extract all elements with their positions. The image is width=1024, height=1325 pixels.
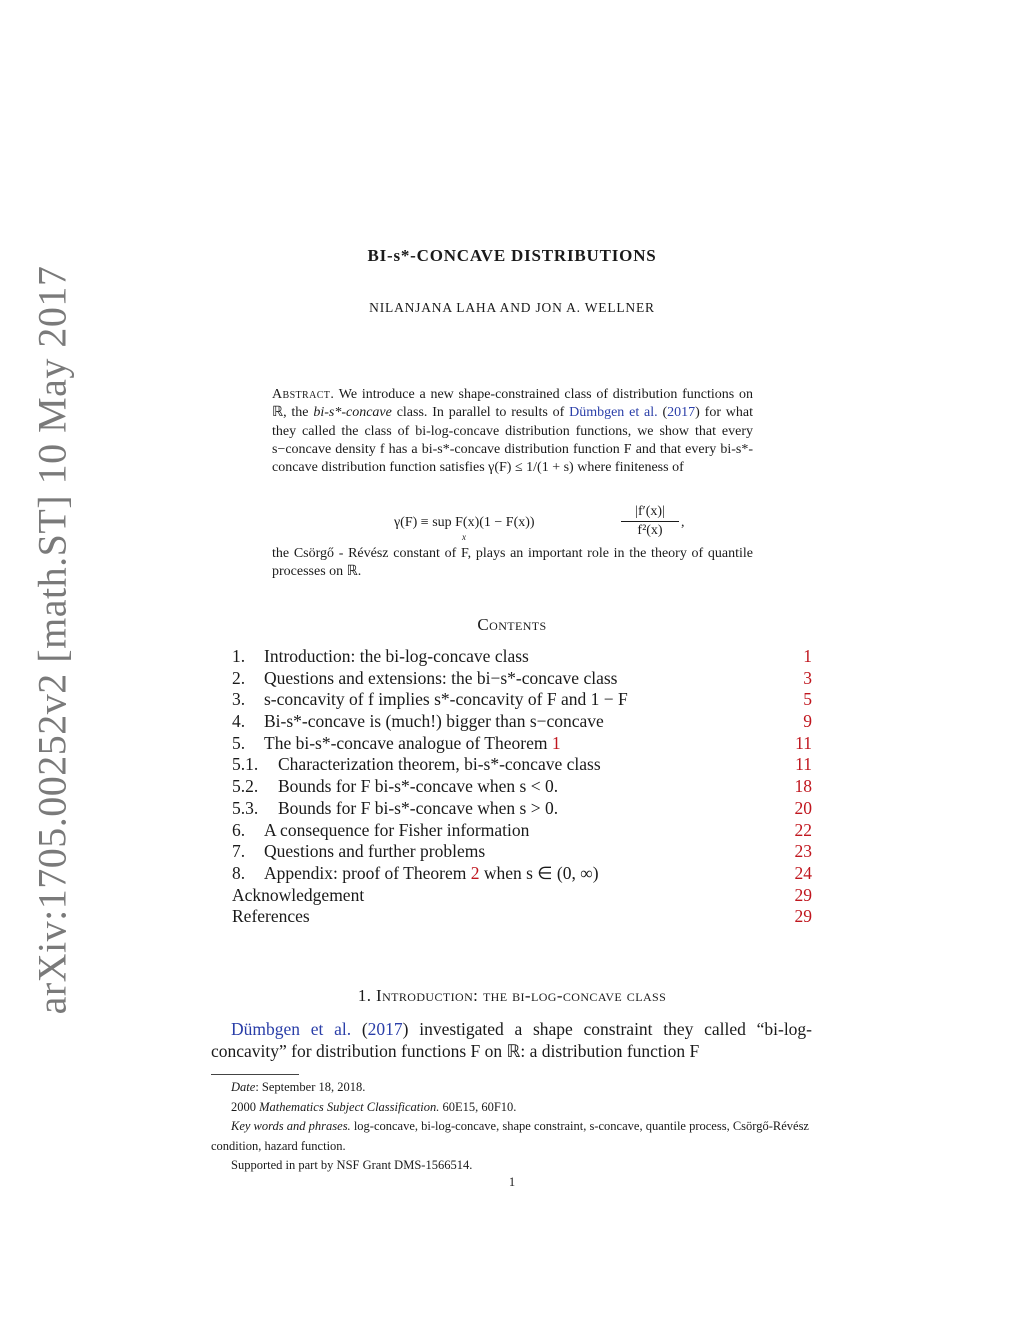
toc-item-2[interactable] bbox=[232, 668, 812, 690]
toc-item-6[interactable] bbox=[232, 820, 812, 842]
toc-page[interactable]: 3 bbox=[803, 667, 812, 688]
csorgo-revesz-formula bbox=[272, 503, 753, 543]
toc-page[interactable]: 22 bbox=[794, 819, 812, 840]
toc-page[interactable]: 11 bbox=[795, 754, 812, 775]
paper-title: BI-s*-CONCAVE DISTRIBUTIONS bbox=[367, 246, 657, 265]
toc-item-5-1[interactable] bbox=[232, 754, 812, 776]
toc-item-5-2[interactable] bbox=[232, 776, 812, 798]
footnote-rule bbox=[211, 1074, 299, 1075]
abstract-class-name: bi-s*-concave bbox=[313, 405, 392, 421]
toc-title: References bbox=[232, 906, 310, 927]
toc-page[interactable]: 29 bbox=[794, 884, 812, 905]
body-cite-open: ( bbox=[351, 1019, 368, 1039]
toc-item-1[interactable] bbox=[232, 646, 812, 668]
toc-number: 4. bbox=[232, 711, 246, 732]
msc-prefix: 2000 bbox=[231, 1099, 260, 1114]
toc-page[interactable]: 1 bbox=[803, 646, 812, 666]
toc-title: Questions and further problems bbox=[264, 841, 486, 862]
abstract-text-2: class. In parallel to results of bbox=[391, 405, 570, 421]
keywords-value: log-concave, bi-log-concave, shape constraint, s-concave, quantile process, Csörgő-Révész condition, hazard function. bbox=[211, 1119, 809, 1153]
date-label: Date bbox=[231, 1080, 256, 1094]
toc-title: Introduction: the bi-log-concave class bbox=[264, 646, 529, 666]
table-of-contents bbox=[232, 646, 812, 928]
toc-title: Bi-s*-concave is (much!) bigger than s−concave bbox=[264, 711, 604, 732]
footnote-date bbox=[211, 1078, 812, 1098]
toc-number: 2. bbox=[232, 667, 246, 688]
toc-title: Bounds for F bi-s*-concave when s < 0. bbox=[278, 776, 559, 797]
toc-title: Characterization theorem, bi-s*-concave class bbox=[278, 754, 601, 775]
abstract-text-4: the Csörgő - Révész constant of F, plays an important role in the theory of quantile processes on ℝ. bbox=[272, 546, 753, 580]
body-citation-year[interactable]: 2017 bbox=[367, 1019, 403, 1039]
toc-page[interactable]: 9 bbox=[803, 711, 812, 732]
section-1-heading: 1. Introduction: the bi-log-concave class bbox=[357, 986, 667, 1005]
body-paragraph: ) investigated a shape constraint they called “bi-log-concavity” for distribution functions F on ℝ: a distribution function F bbox=[211, 1019, 813, 1061]
abstract-citation-year[interactable]: 2017 bbox=[667, 405, 696, 421]
toc-theorem-ref[interactable]: 2 bbox=[470, 862, 480, 883]
toc-title: Questions and extensions: the bi−s*-concave class bbox=[264, 667, 618, 688]
toc-page[interactable]: 29 bbox=[794, 906, 812, 927]
toc-number: 6. bbox=[232, 819, 246, 840]
body-citation-author[interactable]: Dümbgen et al. bbox=[231, 1019, 352, 1039]
toc-item-references[interactable] bbox=[232, 906, 812, 928]
toc-title: Bounds for F bi-s*-concave when s > 0. bbox=[278, 797, 559, 818]
toc-item-acknowledgement[interactable] bbox=[232, 885, 812, 907]
formula-comma: , bbox=[681, 515, 685, 530]
section-1-text bbox=[211, 1018, 812, 1062]
toc-page[interactable]: 20 bbox=[794, 797, 812, 818]
toc-number: 1. bbox=[232, 646, 246, 666]
msc-label: Mathematics Subject Classification. bbox=[259, 1099, 440, 1114]
abstract bbox=[272, 386, 753, 477]
toc-title-tail: when s ∈ (0, ∞) bbox=[483, 862, 599, 883]
toc-item-5[interactable] bbox=[232, 733, 812, 755]
toc-number: 5.3. bbox=[232, 797, 259, 818]
toc-title: s-concavity of f implies s*-concavity of F and 1 − F bbox=[264, 689, 628, 710]
toc-title: A consequence for Fisher information bbox=[264, 819, 530, 840]
formula-denominator: f²(x) bbox=[637, 523, 663, 538]
arxiv-identifier-text: arXiv:1705.00252v2 [math.ST] 10 May 2017 bbox=[29, 265, 75, 1015]
date-value: : September 18, 2018. bbox=[255, 1080, 366, 1094]
keywords-label: Key words and phrases. bbox=[231, 1119, 351, 1133]
formula-sup-subscript: x bbox=[462, 532, 466, 542]
abstract-continuation bbox=[272, 545, 753, 582]
formula-numerator: |f′(x)| bbox=[635, 504, 665, 519]
toc-page[interactable]: 24 bbox=[794, 862, 812, 883]
toc-page[interactable]: 23 bbox=[794, 841, 812, 862]
toc-title: The bi-s*-concave analogue of Theorem bbox=[264, 732, 548, 753]
toc-item-4[interactable] bbox=[232, 711, 812, 733]
toc-page[interactable]: 11 bbox=[795, 732, 812, 753]
paper-authors: NILANJANA LAHA AND JON A. WELLNER bbox=[369, 300, 655, 315]
toc-number: 3. bbox=[232, 689, 246, 710]
toc-item-5-3[interactable] bbox=[232, 798, 812, 820]
footnote-keywords bbox=[211, 1117, 812, 1156]
footnotes bbox=[211, 1078, 812, 1176]
toc-number: 7. bbox=[232, 841, 246, 862]
toc-number: 5.2. bbox=[232, 776, 259, 797]
abstract-citation-author[interactable]: Dümbgen et al. bbox=[569, 405, 658, 421]
msc-value: 60E15, 60F10. bbox=[439, 1099, 517, 1114]
toc-item-7[interactable] bbox=[232, 841, 812, 863]
toc-page[interactable]: 5 bbox=[803, 689, 812, 710]
abstract-text-1: We introduce a new shape-constrained class of distribution functions on ℝ, the bbox=[272, 387, 753, 421]
footnote-support: Supported in part by NSF Grant DMS-1566514. bbox=[231, 1158, 473, 1172]
toc-item-3[interactable] bbox=[232, 689, 812, 711]
toc-number: 5.1. bbox=[232, 754, 259, 775]
abstract-cite-open: ( bbox=[657, 405, 668, 421]
toc-number: 5. bbox=[232, 732, 246, 753]
formula-lhs: γ(F) ≡ sup F(x)(1 − F(x)) bbox=[394, 515, 535, 530]
toc-title: Acknowledgement bbox=[232, 884, 365, 905]
toc-item-8[interactable] bbox=[232, 863, 812, 885]
page-number: 1 bbox=[508, 1175, 516, 1189]
footnote-msc bbox=[211, 1098, 812, 1118]
abstract-label: Abstract. bbox=[272, 387, 335, 402]
contents-heading: Contents bbox=[477, 615, 547, 634]
abstract-text-3: ) for what they called the class of bi-log-concave distribution functions, we show that every s−concave density f has a bi-s*-concave distribution function F and that every bi-s*-concave distribution function satisfies γ(F) ≤ 1/(1 + s) where finiteness of bbox=[272, 405, 754, 476]
toc-theorem-ref[interactable]: 1 bbox=[551, 732, 561, 753]
toc-page[interactable]: 18 bbox=[794, 776, 812, 797]
toc-title: Appendix: proof of Theorem bbox=[264, 862, 467, 883]
toc-number: 8. bbox=[232, 862, 246, 883]
